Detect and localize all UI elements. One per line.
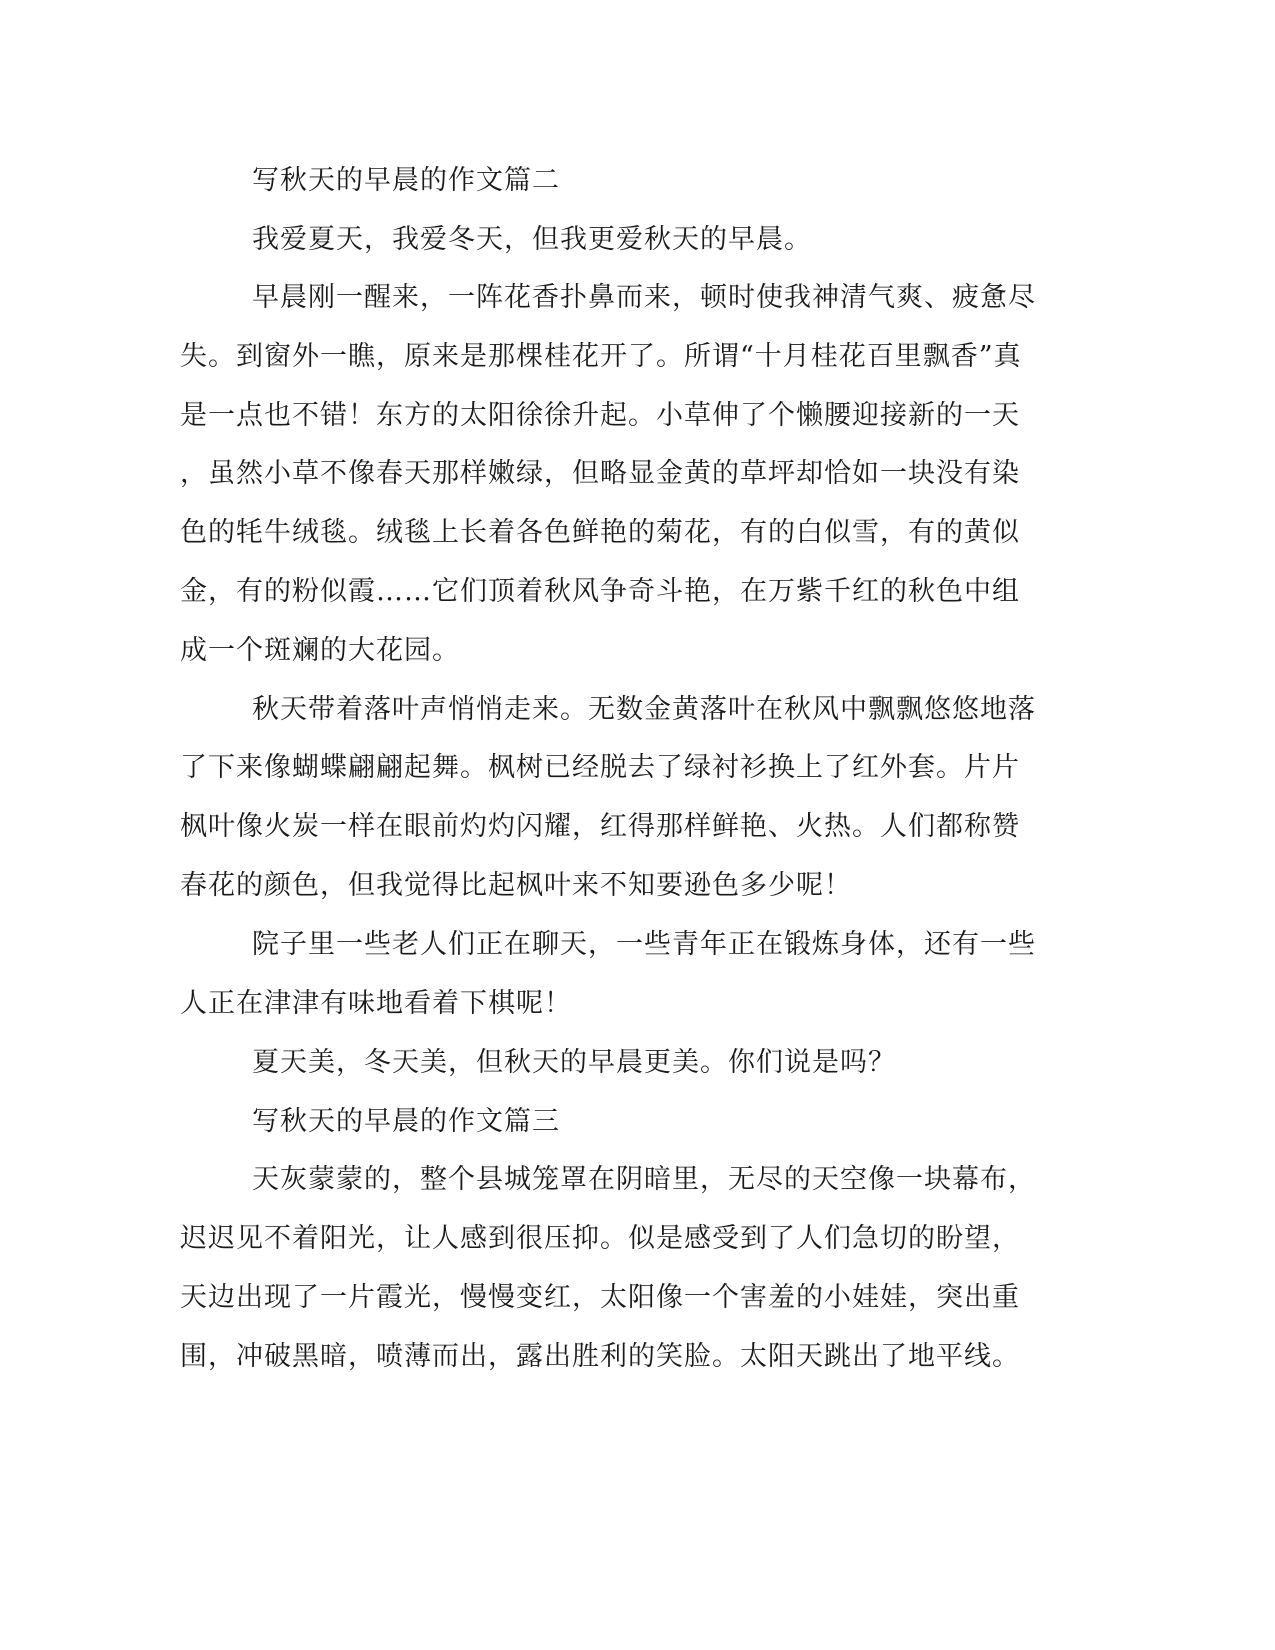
paragraph-line: 春花的颜色，但我觉得比起枫叶来不知要逊色多少呢！ (180, 870, 852, 901)
paragraph-line: 枫叶像火炭一样在眼前灼灼闪耀，红得那样鲜艳、火热。人们都称赞 (180, 811, 1020, 842)
paragraph-line: 人正在津津有味地看着下棋呢！ (180, 988, 572, 1019)
paragraph-line: 色的牦牛绒毯。绒毯上长着各色鲜艳的菊花，有的白似雪，有的黄似 (180, 517, 1020, 548)
paragraph-line: 天灰蒙蒙的，整个县城笼罩在阴暗里，无尽的天空像一块幕布， (252, 1164, 1036, 1195)
paragraph-line: 成一个斑斓的大花园。 (180, 635, 460, 666)
paragraph-line: 院子里一些老人们正在聊天，一些青年正在锻炼身体，还有一些 (252, 929, 1036, 960)
paragraph-line: 迟迟见不着阳光，让人感到很压抑。似是感受到了人们急切的盼望， (180, 1223, 1020, 1254)
paragraph-line: 夏天美，冬天美，但秋天的早晨更美。你们说是吗？ (252, 1047, 896, 1078)
paragraph-line: 天边出现了一片霞光，慢慢变红，太阳像一个害羞的小娃娃，突出重 (180, 1282, 1020, 1313)
paragraph-line: 秋天带着落叶声悄悄走来。无数金黄落叶在秋风中飘飘悠悠地落 (252, 694, 1036, 725)
paragraph-line: ，虽然小草不像春天那样嫩绿，但略显金黄的草坪却恰如一块没有染 (180, 458, 1020, 489)
paragraph-line: 我爱夏天，我爱冬天，但我更爱秋天的早晨。 (252, 224, 812, 255)
paragraph-line: 围，冲破黑暗，喷薄而出，露出胜利的笑脸。太阳天跳出了地平线。 (180, 1341, 1020, 1372)
paragraph-line: 是一点也不错！东方的太阳徐徐升起。小草伸了个懒腰迎接新的一天 (180, 400, 1020, 431)
section-heading: 写秋天的早晨的作文篇二 (252, 165, 560, 196)
paragraph-line: 早晨刚一醒来，一阵花香扑鼻而来，顿时使我神清气爽、疲惫尽 (252, 282, 1036, 313)
paragraph-line: 失。到窗外一瞧，原来是那棵桂花开了。所谓“十月桂花百里飘香”真 (180, 341, 1022, 372)
paragraph-line: 了下来像蝴蝶翩翩起舞。枫树已经脱去了绿衬衫换上了红外套。片片 (180, 752, 1020, 783)
section-heading: 写秋天的早晨的作文篇三 (252, 1106, 560, 1137)
paragraph-line: 金，有的粉似霞……它们顶着秋风争奇斗艳，在万紫千红的秋色中组 (180, 576, 1020, 607)
